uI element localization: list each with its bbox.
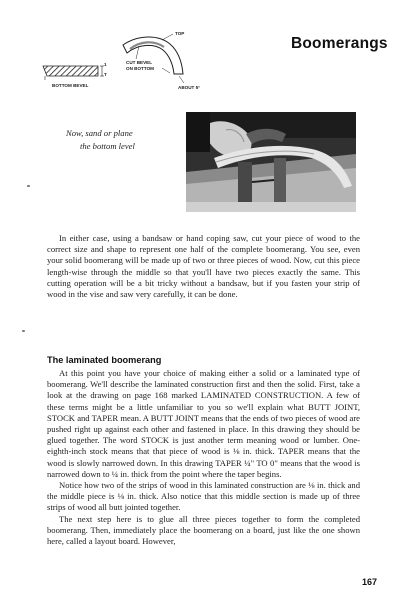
photo-caption xyxy=(66,127,186,152)
paragraph: The next step here is to glue all three pieces together to form the completed boomerang. Then, immediately place the boomerang on a board, just like the one shown here, called a layout board. However, xyxy=(47,513,360,547)
top-label: TOP xyxy=(175,31,185,36)
paragraph: Notice how two of the strips of wood in this laminated construction are ⅛ in. thick and the middle piece is ⅛ in. thick. Also notice that this middle section is made up of three strips of wood all butt jointed together. xyxy=(47,480,360,513)
dimension-label: 1 xyxy=(104,62,107,67)
paragraph: At this point you have your choice of making either a solid or a laminated type of boomerang. We'll describe the laminated construction first and then the solid. First, take a look at the drawing on page 168 marked LAMINATED CONSTRUCTION. A few of these terms might be a little unfamiliar to you so we'll explain what BUTT JOINT, STOCK and TAPER mean. A BUTT JOINT means that the ends of two pieces of wood are pushed right up against each other and fastened in place. In this drawing they should be glued together. The word STOCK is just another term meaning wood or lumber. One-eighth-inch stock means that that piece of wood is ⅛ in. thick. TAPER means that the wood is slowly narrowed down. In this drawing TAPER ¼" TO 0" means that the wood is narrowed down to ¼ in. thick from the point where the taper begins. xyxy=(47,368,360,479)
page-number: 167 xyxy=(362,577,378,587)
margin-mark xyxy=(27,185,30,187)
cross-section-shape xyxy=(43,66,98,76)
angle-label: ABOUT 5° xyxy=(178,85,200,90)
dimension-label: T xyxy=(104,72,107,77)
margin-mark xyxy=(22,330,25,332)
sanding-photo-image xyxy=(186,112,356,212)
page-title: Boomerangs xyxy=(291,35,388,52)
bottom-bevel-label: BOTTOM BEVEL xyxy=(52,83,89,88)
cut-bevel-label: ON BOTTOM xyxy=(126,66,154,71)
paragraph: In either case, using a bandsaw or hand coping saw, cut your piece of wood to the correct size and shape to represent one half of the complete boomerang. You see, even your solid boomerang will be made up of two or three pieces of wood. Now, cut this piece length-wise through the middle so that you'll have two pieces exactly the same. This cutting operation will be a bit tricky without a bandsaw, but if you fasten your strip of wood in the vise and saw very carefully, it can be done. xyxy=(47,233,360,300)
section-heading: The laminated boomerang xyxy=(47,355,162,365)
sanding-photo xyxy=(186,112,356,212)
caption-line: the bottom level xyxy=(80,140,135,151)
caption-line: Now, sand or plane xyxy=(66,128,133,138)
bevel-diagram xyxy=(40,28,230,108)
cut-bevel-label: CUT BEVEL xyxy=(126,60,153,65)
intro-text xyxy=(47,233,360,300)
section-text xyxy=(47,368,360,547)
